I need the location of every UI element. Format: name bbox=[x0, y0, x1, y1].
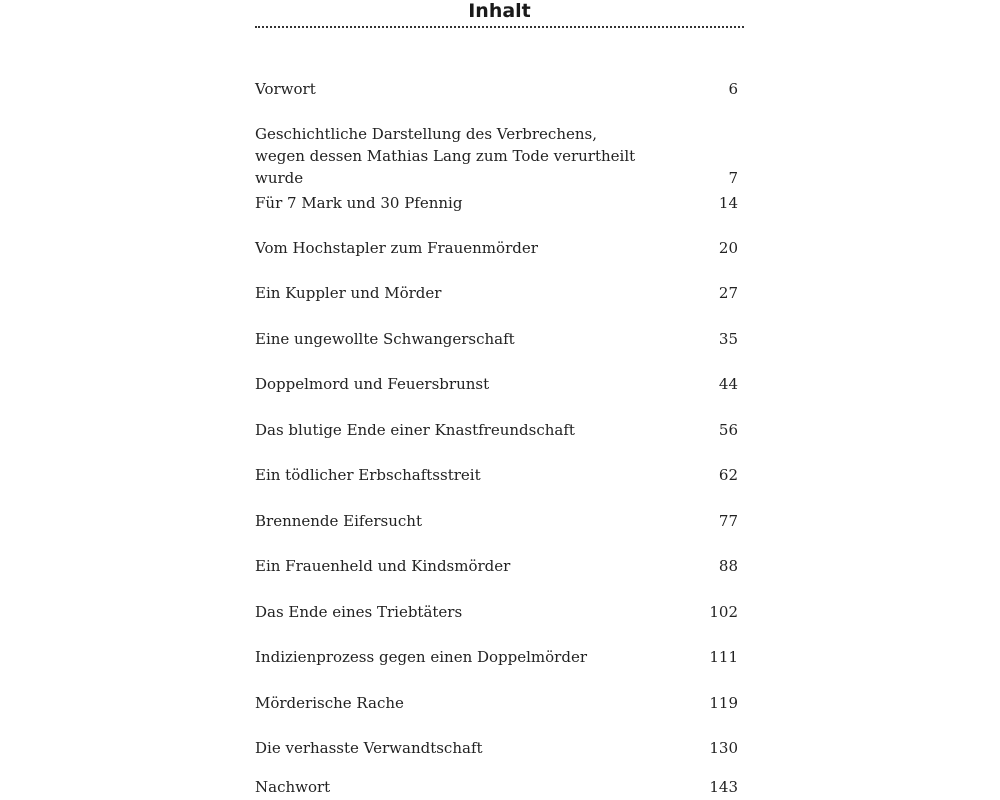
toc-entry-frauenheld bbox=[255, 555, 738, 577]
toc-entry-title-line: Geschichtliche Darstellung des Verbrechens, bbox=[255, 125, 597, 143]
toc-entry-title: Für 7 Mark und 30 Pfennig bbox=[255, 194, 463, 212]
toc-entry-title: Das blutige Ende einer Knastfreundschaft bbox=[255, 421, 575, 439]
table-of-contents-page bbox=[255, 0, 744, 800]
toc-entry-page: 119 bbox=[709, 694, 738, 712]
toc-entry-page: 77 bbox=[718, 512, 738, 530]
toc-entry-doppelmord bbox=[255, 373, 738, 395]
toc-entry-page: 7 bbox=[728, 169, 738, 187]
toc-entry-triebtaeter bbox=[255, 601, 738, 623]
toc-entry-title: Brennende Eifersucht bbox=[255, 512, 422, 530]
toc-entry-page: 6 bbox=[728, 80, 738, 98]
toc-entry-verwandtschaft bbox=[255, 737, 738, 759]
toc-entry-title: Doppelmord und Feuersbrunst bbox=[255, 375, 490, 393]
toc-entry-geschichtliche-darstellung bbox=[255, 123, 738, 189]
toc-entry-page: 35 bbox=[718, 330, 738, 348]
toc-entry-hochstapler bbox=[255, 237, 738, 259]
toc-entry-title: Indizienprozess gegen einen Doppelmörder bbox=[255, 648, 588, 666]
toc-entry-title: Nachwort bbox=[255, 778, 331, 796]
toc-entry-title: Ein tödlicher Erbschaftsstreit bbox=[255, 466, 481, 484]
toc-entry-page: 14 bbox=[718, 194, 738, 212]
toc-entry-page: 56 bbox=[718, 421, 738, 439]
toc-entry-kuppler bbox=[255, 282, 738, 304]
toc-entry-title-line: wegen dessen Mathias Lang zum Tode verurtheilt wurde bbox=[255, 147, 636, 187]
toc-entry-indizienprozess bbox=[255, 646, 738, 668]
toc-entry-page: 44 bbox=[718, 375, 738, 393]
toc-entry-knastfreundschaft bbox=[255, 419, 738, 441]
dotted-divider bbox=[255, 26, 744, 28]
toc-entry-title: Vorwort bbox=[255, 80, 316, 98]
toc-entry-page: 143 bbox=[709, 778, 738, 796]
page-title: Inhalt bbox=[468, 0, 531, 22]
toc-entry-title: Die verhasste Verwandtschaft bbox=[255, 739, 483, 757]
toc-entry-page: 102 bbox=[709, 603, 738, 621]
toc-entry-eifersucht bbox=[255, 510, 738, 532]
toc-entry-erbschaftsstreit bbox=[255, 464, 738, 486]
toc-entry-title: Vom Hochstapler zum Frauenmörder bbox=[255, 239, 538, 257]
toc-entry-page: 20 bbox=[718, 239, 738, 257]
toc-entry-page: 130 bbox=[709, 739, 738, 757]
toc-entry-page: 62 bbox=[718, 466, 738, 484]
toc-entry-title bbox=[255, 123, 675, 189]
toc-entry-page: 111 bbox=[709, 648, 738, 666]
toc-entry-title: Mörderische Rache bbox=[255, 694, 404, 712]
toc-entry-page: 27 bbox=[718, 284, 738, 302]
toc-entry-7-mark bbox=[255, 192, 738, 214]
toc-entry-title: Eine ungewollte Schwangerschaft bbox=[255, 330, 515, 348]
toc-entry-title: Das Ende eines Triebtäters bbox=[255, 603, 463, 621]
toc-entry-schwangerschaft bbox=[255, 328, 738, 350]
toc-entry-vorwort bbox=[255, 78, 738, 100]
toc-entry-title: Ein Kuppler und Mörder bbox=[255, 284, 442, 302]
toc-entry-page: 88 bbox=[718, 557, 738, 575]
toc-entry-title: Ein Frauenheld und Kindsmörder bbox=[255, 557, 511, 575]
toc-entry-nachwort bbox=[255, 776, 738, 798]
toc-entry-rache bbox=[255, 692, 738, 714]
